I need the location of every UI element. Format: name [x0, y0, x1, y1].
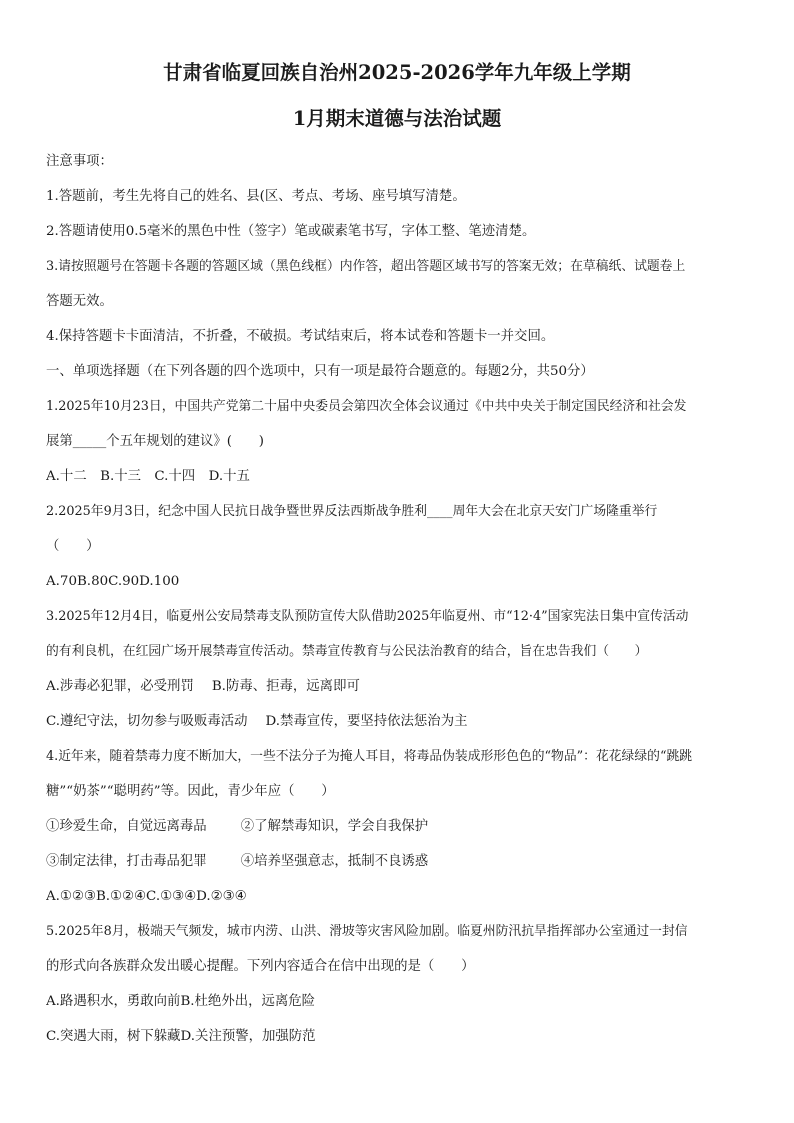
q3-option-a: A.涉毒必犯罪，必受刑罚 [46, 679, 194, 694]
q1-options: A.十二 B.十三 C.十四 D.十五 [46, 469, 250, 484]
q1-stem-line2: 展第_____个五年规划的建议》( ) [46, 434, 265, 449]
q1-stem-line1: 1.2025年10月23日，中国共产党第二十届中央委员会第四次全体会议通过《中共中央关于制定国民经济和社会发 [46, 399, 687, 414]
exam-title-line2: 1月期末道德与法治试题 [292, 107, 502, 130]
q3-option-c: C.遵纪守法，切勿参与吸贩毒活动 [46, 714, 248, 729]
q4-stem-line1: 4.近年来，随着禁毒力度不断加大，一些不法分子为掩人耳目，将毒品伪装成形形色色的“物品”：花花绿绿的“跳跳 [46, 749, 693, 764]
q5-stem-line2: 的形式向各族群众发出暖心提醒。下列内容适合在信中出现的是（ ） [46, 959, 475, 974]
notice-item-2: 2.答题请使用0.5毫米的黑色中性（签字）笔或碳素笔书写，字体工整、笔迹清楚。 [46, 224, 536, 239]
q2-options: A.70B.80C.90D.100 [46, 574, 180, 589]
q4-item-1: ①珍爱生命，自觉远离毒品 [46, 819, 207, 834]
notice-item-4: 4.保持答题卡卡面清洁，不折叠，不破损。考试结束后，将本试卷和答题卡一并交回。 [46, 329, 555, 344]
q4-stem-line2: 糖”“奶茶”“聪明药”等。因此，青少年应（ ） [46, 784, 335, 799]
q5-stem-line1: 5.2025年8月，极端天气频发，城市内涝、山洪、滑坡等灾害风险加剧。临夏州防汛抗旱指挥部办公室通过一封信 [46, 924, 688, 939]
q4-item-2: ②了解禁毒知识，学会自我保护 [240, 819, 429, 834]
notice-item-3: 3.请按照题号在答题卡各题的答题区域（黑色线框）内作答，超出答题区域书写的答案无效；在草稿纸、试题卷上 [46, 259, 686, 274]
notice-heading: 注意事项： [46, 154, 113, 169]
q3-options-ab [46, 669, 748, 704]
exam-title-line1: 甘肃省临夏回族自治州2025-2026学年九年级上学期 [163, 61, 631, 84]
q4-item-3: ③制定法律，打击毒品犯罪 [46, 854, 207, 869]
notice-item-1: 1.答题前，考生先将自己的姓名、县(区、考点、考场、座号填写清楚。 [46, 189, 466, 204]
q4-items-12 [46, 809, 748, 844]
q4-items-34 [46, 844, 748, 879]
q5-options-line2: C.突遇大雨，树下躲藏D.关注预警，加强防范 [46, 1029, 316, 1044]
q4-options: A.①②③B.①②④C.①③④D.②③④ [46, 889, 247, 904]
section1-heading: 一、单项选择题（在下列各题的四个选项中，只有一项是最符合题意的。每题2分，共50分） [46, 364, 594, 379]
q4-item-4: ④培养坚强意志，抵制不良诱惑 [240, 854, 429, 869]
q2-stem-line2: （ ） [46, 539, 100, 554]
q3-option-d: D.禁毒宣传，要坚持依法惩治为主 [265, 714, 468, 729]
notice-item-3-cont: 答题无效。 [46, 294, 113, 309]
q5-options-line1: A.路遇积水，勇敢向前B.杜绝外出，远离危险 [46, 994, 316, 1009]
q3-option-b: B.防毒、拒毒，远离即可 [211, 679, 360, 694]
q2-stem-line1: 2.2025年9月3日，纪念中国人民抗日战争暨世界反法西斯战争胜利____周年大会在北京天安门广场隆重举行 [46, 504, 658, 519]
q3-options-cd [46, 704, 748, 739]
q3-stem-line1: 3.2025年12月4日，临夏州公安局禁毒支队预防宣传大队借助2025年临夏州、市“12·4”国家宪法日集中宣传活动 [46, 609, 689, 624]
q3-stem-line2: 的有利良机，在红园广场开展禁毒宣传活动。禁毒宣传教育与公民法治教育的结合，旨在忠告我们（ ） [46, 644, 648, 659]
